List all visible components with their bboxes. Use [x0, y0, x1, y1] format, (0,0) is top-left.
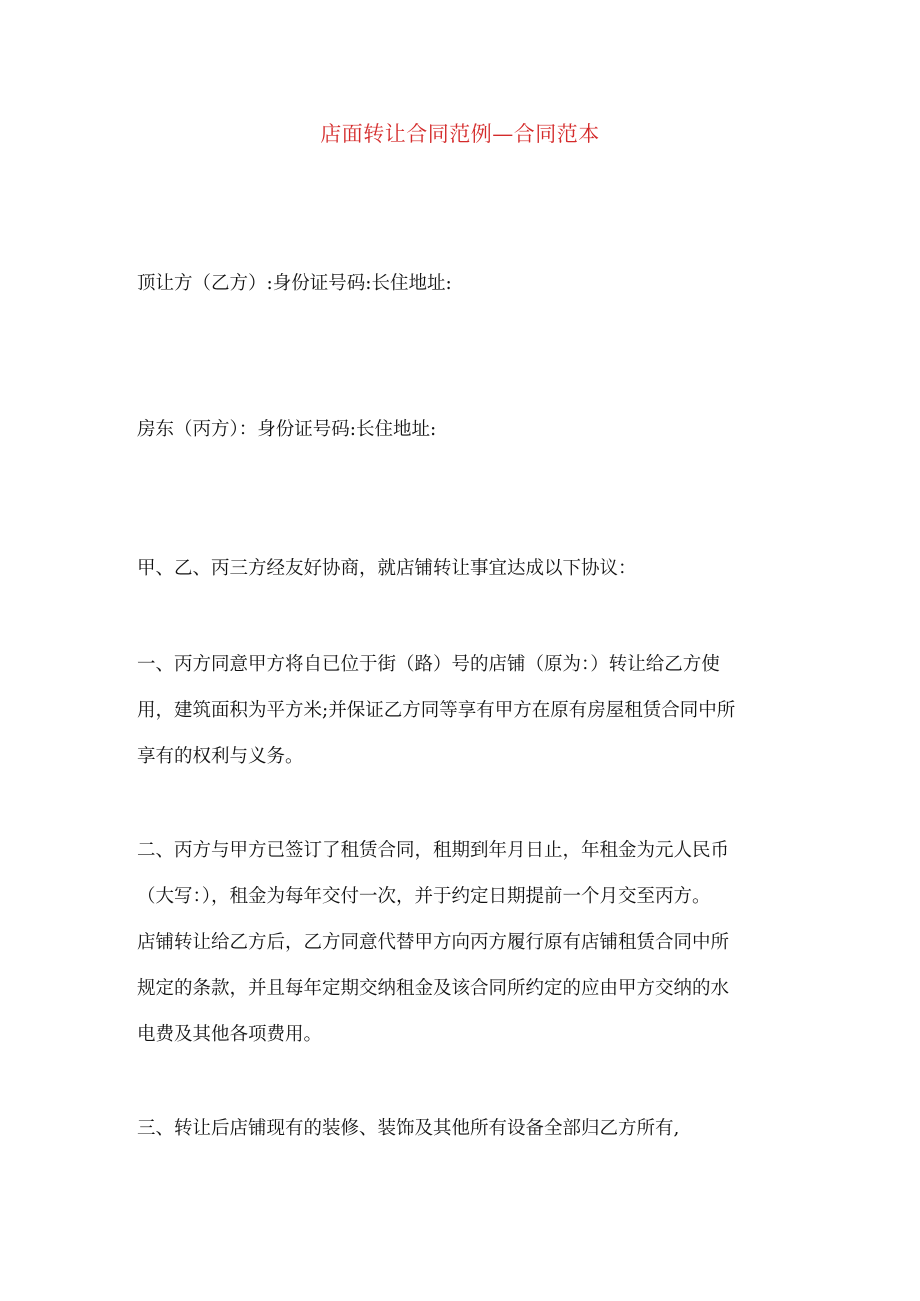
landlord-party-line: 房东（丙方）：身份证号码:长住地址:	[137, 419, 437, 440]
clause-2-line-4: 规定的条款，并且每年定期交纳租金及该合同所约定的应由甲方交纳的水	[137, 978, 730, 999]
clause-2-line-1: 二、丙方与甲方已签订了租赁合同，租期到年月日止，年租金为元人民币	[137, 840, 730, 861]
agreement-intro: 甲、乙、丙三方经友好协商，就店铺转让事宜达成以下协议：	[137, 558, 637, 579]
clause-3-line-1: 三、转让后店铺现有的装修、装饰及其他所有设备全部归乙方所有,	[137, 1118, 680, 1139]
assignee-party-line: 顶让方（乙方）:身份证号码:长住地址:	[137, 273, 452, 294]
clause-2-line-5: 电费及其他各项费用。	[137, 1024, 323, 1045]
clause-2	[137, 828, 787, 1058]
clause-1-line-1: 一、丙方同意甲方将自已位于街（路）号的店铺（原为：）转让给乙方使	[137, 654, 720, 675]
clause-2-line-2: （大写：），租金为每年交付一次，并于约定日期提前一个月交至丙方。	[137, 886, 711, 907]
clause-1	[137, 642, 787, 780]
clause-2-line-3: 店铺转让给乙方后，乙方同意代替甲方向丙方履行原有店铺租赁合同中所	[137, 932, 730, 953]
clause-3	[137, 1106, 787, 1152]
clause-1-line-2: 用，建筑面积为平方米;并保证乙方同等享有甲方在原有房屋租赁合同中所	[137, 700, 736, 721]
clause-1-line-3: 享有的权利与义务。	[137, 746, 304, 767]
document-title: 店面转让合同范例—合同范本	[320, 122, 600, 146]
